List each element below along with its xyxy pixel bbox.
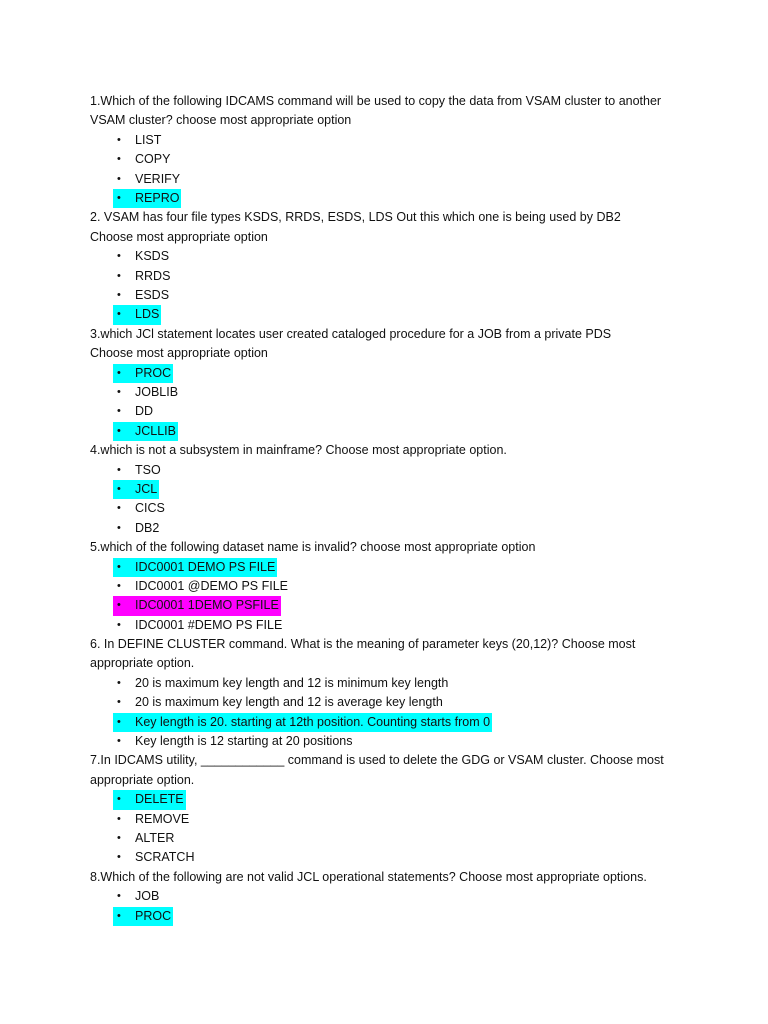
option-label: ESDS — [135, 287, 170, 302]
bullet-icon: • — [117, 172, 121, 185]
option-item — [113, 810, 690, 829]
bullet-icon: • — [117, 191, 121, 204]
question-2 — [90, 208, 690, 324]
option-list — [90, 790, 690, 868]
question-1 — [90, 92, 690, 208]
option-list — [90, 131, 690, 209]
bullet-icon: • — [117, 812, 121, 825]
bullet-icon: • — [117, 832, 121, 845]
option — [113, 286, 171, 305]
option-label: IDC0001 1DEMO PSFILE — [135, 598, 279, 613]
option-list — [90, 887, 690, 926]
bullet-icon: • — [117, 385, 121, 398]
option — [113, 170, 182, 189]
option-item — [113, 131, 690, 150]
option-label: DELETE — [135, 792, 184, 807]
question-5 — [90, 538, 690, 635]
option-item — [113, 170, 690, 189]
bullet-icon: • — [117, 502, 121, 515]
option-item — [113, 596, 690, 615]
option-item — [113, 305, 690, 324]
option-label: JOBLIB — [135, 384, 179, 399]
option-label: LDS — [135, 307, 160, 322]
highlighted-option — [113, 422, 178, 441]
bullet-icon: • — [117, 482, 121, 495]
question-6 — [90, 635, 690, 751]
highlighted-option — [113, 480, 159, 499]
option-label: VERIFY — [135, 171, 181, 186]
bullet-icon: • — [117, 133, 121, 146]
option — [113, 519, 161, 538]
bullet-icon: • — [117, 250, 121, 263]
bullet-icon: • — [117, 599, 121, 612]
option — [113, 383, 180, 402]
question-text: 5.which of the following dataset name is invalid? choose most appropriate option — [90, 540, 536, 555]
highlighted-option — [113, 596, 281, 615]
option-label: IDC0001 @DEMO PS FILE — [135, 578, 289, 593]
highlighted-option — [113, 907, 173, 926]
option — [113, 150, 172, 169]
option-label: DD — [135, 404, 154, 419]
option-item — [113, 848, 690, 867]
option-item — [113, 480, 690, 499]
option — [113, 887, 161, 906]
bullet-icon: • — [117, 366, 121, 379]
bullet-icon: • — [117, 269, 121, 282]
option — [113, 499, 167, 518]
bullet-icon: • — [117, 288, 121, 301]
option-item — [113, 383, 690, 402]
option-item — [113, 150, 690, 169]
option — [113, 829, 176, 848]
bullet-icon: • — [117, 618, 121, 631]
option-item — [113, 577, 690, 596]
option-label: Key length is 20. starting at 12th position. Counting starts from 0 — [135, 714, 491, 729]
bullet-icon: • — [117, 735, 121, 748]
option — [113, 674, 450, 693]
bullet-icon: • — [117, 405, 121, 418]
highlighted-option — [113, 364, 173, 383]
question-8 — [90, 868, 690, 926]
question-3 — [90, 325, 690, 441]
option — [113, 577, 290, 596]
quiz-content — [90, 92, 690, 926]
option-label: PROC — [135, 365, 172, 380]
question-text: 3.which JCl statement locates user created cataloged procedure for a JOB from a private PDS Choose most appropriate option — [90, 326, 612, 361]
question-text: 2. VSAM has four file types KSDS, RRDS, ESDS, LDS Out this which one is being used by DB2 Choose most appropriate option — [90, 210, 621, 244]
bullet-icon: • — [117, 463, 121, 476]
question-text: 6. In DEFINE CLUSTER command. What is the meaning of parameter keys (20,12)? Choose most appropriate option. — [90, 637, 639, 671]
option-list — [90, 364, 690, 442]
question-text: 4.which is not a subsystem in mainframe? Choose most appropriate option. — [90, 443, 507, 458]
option-label: RRDS — [135, 268, 171, 283]
option — [113, 131, 163, 150]
question-7 — [90, 751, 690, 867]
option — [113, 247, 171, 266]
option-item — [113, 189, 690, 208]
bullet-icon: • — [117, 696, 121, 709]
option-item — [113, 713, 690, 732]
option-item — [113, 402, 690, 421]
highlighted-option — [113, 305, 161, 324]
highlighted-option — [113, 713, 492, 732]
question-text: 7.In IDCAMS utility, ____________ command is used to delete the GDG or VSAM cluster. Choose most appropriate option. — [90, 753, 668, 787]
option-item — [113, 887, 690, 906]
option-item — [113, 364, 690, 383]
option — [113, 732, 355, 751]
option-item — [113, 790, 690, 809]
option-label: 20 is maximum key length and 12 is average key length — [135, 695, 443, 710]
option-label: COPY — [135, 152, 171, 167]
option-item — [113, 907, 690, 926]
option-label: TSO — [135, 462, 161, 477]
option-label: REMOVE — [135, 811, 190, 826]
option — [113, 402, 155, 421]
option-list — [90, 558, 690, 636]
option-item — [113, 267, 690, 286]
bullet-icon: • — [117, 909, 121, 922]
bullet-icon: • — [117, 676, 121, 689]
option-label: KSDS — [135, 249, 170, 264]
option-label: JOB — [135, 889, 160, 904]
bullet-icon: • — [117, 308, 121, 321]
option-label: IDC0001 #DEMO PS FILE — [135, 617, 283, 632]
option-item — [113, 422, 690, 441]
option — [113, 616, 284, 635]
option-item — [113, 829, 690, 848]
option-item — [113, 499, 690, 518]
option-item — [113, 674, 690, 693]
option-label: Key length is 12 starting at 20 positions — [135, 734, 353, 749]
bullet-icon: • — [117, 793, 121, 806]
option — [113, 848, 197, 867]
option — [113, 810, 191, 829]
option — [113, 267, 172, 286]
bullet-icon: • — [117, 851, 121, 864]
option — [113, 693, 445, 712]
option-label: CICS — [135, 501, 165, 516]
highlighted-option — [113, 558, 277, 577]
option-item — [113, 558, 690, 577]
option-item — [113, 247, 690, 266]
option-label: ALTER — [135, 831, 175, 846]
bullet-icon: • — [117, 715, 121, 728]
option-label: IDC0001 DEMO PS FILE — [135, 559, 276, 574]
bullet-icon: • — [117, 153, 121, 166]
option-label: DB2 — [135, 520, 160, 535]
option-label: REPRO — [135, 190, 180, 205]
option-item — [113, 519, 690, 538]
bullet-icon: • — [117, 579, 121, 592]
bullet-icon: • — [117, 424, 121, 437]
option-label: PROC — [135, 908, 172, 923]
option-label: JCLLIB — [135, 423, 176, 438]
bullet-icon: • — [117, 521, 121, 534]
option-item — [113, 461, 690, 480]
question-text: 1.Which of the following IDCAMS command will be used to copy the data from VSAM cluster to another VSAM cluster? choose most appropriate option — [90, 94, 665, 128]
highlighted-option — [113, 189, 181, 208]
option-label: 20 is maximum key length and 12 is minimum key length — [135, 675, 449, 690]
option-label: SCRATCH — [135, 850, 195, 865]
option-item — [113, 286, 690, 305]
option-list — [90, 461, 690, 539]
option-item — [113, 693, 690, 712]
option-item — [113, 732, 690, 751]
question-4 — [90, 441, 690, 538]
option-label: JCL — [135, 481, 158, 496]
bullet-icon: • — [117, 890, 121, 903]
option-label: LIST — [135, 132, 162, 147]
highlighted-option — [113, 790, 186, 809]
option-item — [113, 616, 690, 635]
option — [113, 461, 163, 480]
question-text: 8.Which of the following are not valid JCL operational statements? Choose most appropriate options. — [90, 869, 647, 884]
option-list — [90, 247, 690, 325]
bullet-icon: • — [117, 560, 121, 573]
option-list — [90, 674, 690, 752]
